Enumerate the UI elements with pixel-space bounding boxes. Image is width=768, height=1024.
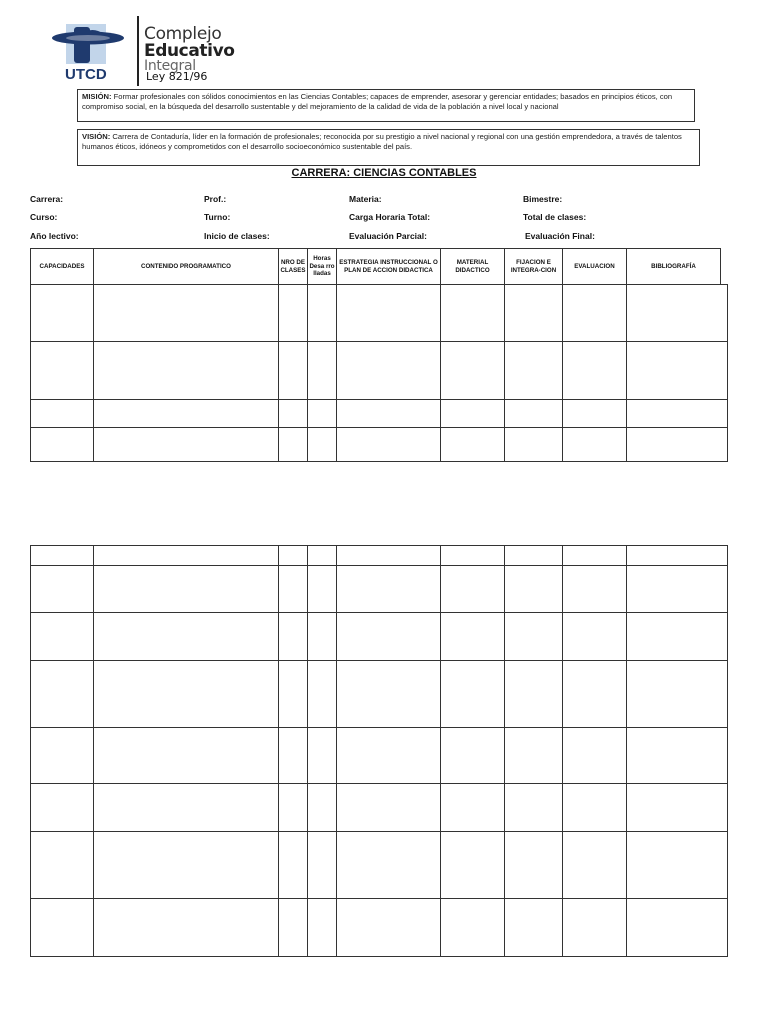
- field-bimestre: Bimestre:: [523, 194, 563, 204]
- plan-table-2: [30, 545, 728, 957]
- table-row: [31, 546, 728, 566]
- table-row: [31, 285, 728, 342]
- header-material: MATERIAL DIDACTICO: [441, 249, 505, 285]
- field-carrera: Carrera:: [30, 194, 64, 204]
- mision-label: MISIÓN:: [82, 92, 112, 101]
- logo-line-2: Educativo: [144, 41, 235, 61]
- plan-table-1: [30, 284, 728, 462]
- table-row: [31, 784, 728, 832]
- table-row: [31, 342, 728, 400]
- utcd-logo-icon: [52, 22, 128, 82]
- header-contenido: CONTENIDO PROGRAMATICO: [94, 249, 279, 285]
- field-materia: Materia:: [349, 194, 382, 204]
- table-row: [31, 832, 728, 899]
- field-total-clases: Total de clases:: [523, 212, 587, 222]
- page-title: [0, 167, 768, 179]
- table-row: [31, 613, 728, 661]
- header-horas: Horas Desa rro lladas: [308, 249, 337, 285]
- header-nro-clases: NRO DE CLASES: [279, 249, 308, 285]
- header-capacidades: CAPACIDADES: [31, 249, 94, 285]
- mision-box: [77, 89, 695, 122]
- vision-label: VISIÓN:: [82, 132, 111, 141]
- field-carga-horaria: Carga Horaria Total:: [349, 212, 431, 222]
- table-row: [31, 566, 728, 613]
- table-row: [31, 899, 728, 957]
- field-curso: Curso:: [30, 212, 58, 222]
- logo-line-1: Complejo: [144, 24, 222, 44]
- logo-line-3: Integral: [144, 58, 196, 74]
- header-evaluacion: EVALUACION: [563, 249, 627, 285]
- field-prof: Prof.:: [204, 194, 227, 204]
- field-anio-lectivo: Año lectivo:: [30, 231, 79, 241]
- header-bibliografia: BIBLIOGRAFÍA: [627, 249, 721, 285]
- table-row: [31, 661, 728, 728]
- mision-text: Formar profesionales con sólidos conocimientos en las Ciencias Contables; capaces de emprender, asesorar y gerenciar entidades; basados en principios éticos, con compromiso social, en la búsqueda del desarrollo sustentable y del mejoramiento de la calidad de vida de la población a nivel local y nacional: [82, 92, 673, 111]
- logo-divider: [137, 16, 139, 86]
- header-fijacion: FIJACION E INTEGRA-CION: [505, 249, 563, 285]
- vision-text: Carrera de Contaduría, líder en la formación de profesionales; reconocida por su prestigio a nivel nacional y regional con una gestión emprendedora, a través de talentos humanos éticos, idóneos y comprometidos con el desarrollo socioeconómico sustentable del país.: [82, 132, 682, 151]
- vision-box: [77, 129, 700, 166]
- field-inicio-clases: Inicio de clases:: [204, 231, 270, 241]
- table-row: [31, 728, 728, 784]
- header-estrategia: ESTRATEGIA INSTRUCCIONAL O PLAN DE ACCION DIDACTICA: [337, 249, 441, 285]
- table-row: [31, 428, 728, 462]
- field-turno: Turno:: [204, 212, 231, 222]
- logo-mark-text: UTCD: [65, 66, 107, 82]
- table-row: [31, 400, 728, 428]
- ley-number: Ley 821/96: [146, 70, 208, 83]
- header-table: [30, 248, 721, 285]
- page-title-text: CARRERA: CIENCIAS CONTABLES: [291, 167, 477, 179]
- field-evaluacion-parcial: Evaluación Parcial:: [349, 231, 427, 241]
- field-evaluacion-final: Evaluación Final:: [525, 231, 595, 241]
